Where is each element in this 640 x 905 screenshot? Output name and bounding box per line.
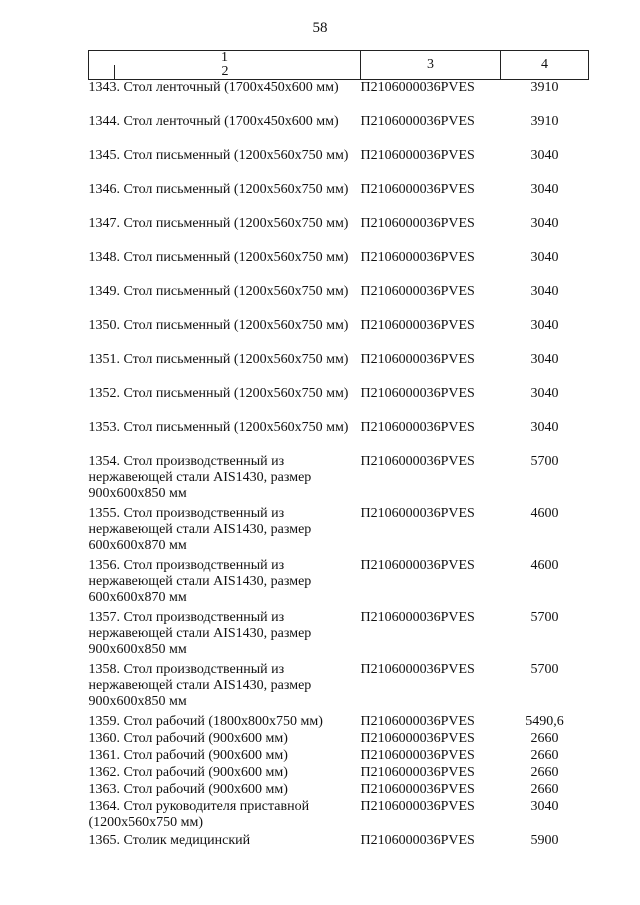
item-name: Стол рабочий (900x600 мм) [123,765,288,780]
item-number: 1349. [88,284,120,299]
table-row [89,318,589,352]
item-name-cell [89,216,361,250]
item-code: П2106000036PVES [360,352,475,367]
item-code: П2106000036PVES [360,833,475,848]
table-row [89,284,589,318]
table-row [89,782,589,799]
item-code: П2106000036PVES [360,114,475,129]
table-row [89,662,589,714]
item-number: 1360. [88,731,120,746]
item-code: П2106000036PVES [360,748,475,763]
table-row [89,748,589,765]
item-name: Стол производственный из нержавеющей стали AIS1430, размер 600x600x870 мм [88,506,312,553]
item-name: Стол письменный (1200x560x750 мм) [123,386,349,401]
item-number: 1358. [88,662,120,677]
item-number: 1346. [88,182,120,197]
item-name-cell [89,182,361,216]
item-name: Стол письменный (1200x560x750 мм) [123,148,349,163]
item-code: П2106000036PVES [360,610,475,625]
page-number: 58 [312,20,328,36]
item-number: 1359. [88,714,120,729]
item-quantity: 3040 [530,216,559,231]
item-code: П2106000036PVES [360,731,475,746]
item-name-cell [89,318,361,352]
table-row [89,80,589,115]
header-cell-1-2 [89,51,361,80]
item-name: Стол письменный (1200x560x750 мм) [123,352,349,367]
table-row [89,558,589,610]
item-number: 1362. [88,765,120,780]
item-name: Стол письменный (1200x560x750 мм) [123,318,349,333]
item-quantity: 3040 [530,420,559,435]
item-name: Столик медицинский [123,833,251,848]
item-name-cell [89,284,361,318]
item-name-cell [89,610,361,662]
item-number: 1365. [88,833,120,848]
item-name-cell [89,558,361,610]
table-row [89,765,589,782]
item-code: П2106000036PVES [360,714,475,729]
item-quantity: 5700 [530,454,559,469]
table-row [89,386,589,420]
table-row [89,506,589,558]
item-name-cell [89,250,361,284]
table-row [89,610,589,662]
item-number: 1350. [88,318,120,333]
item-name: Стол производственный из нержавеющей стали AIS1430, размер 900x600x850 мм [88,610,312,657]
header-col-2: 2 [114,65,335,79]
item-name: Стол ленточный (1700x450x600 мм) [123,114,339,129]
item-number: 1364. [88,799,120,814]
item-code: П2106000036PVES [360,506,475,521]
item-name-cell [89,506,361,558]
item-quantity: 2660 [530,765,559,780]
item-number: 1345. [88,148,120,163]
item-name-cell [89,782,361,799]
item-quantity: 3910 [530,80,559,95]
item-quantity: 5490,6 [525,714,564,729]
table-row [89,731,589,748]
item-code: П2106000036PVES [360,558,475,573]
table-row [89,352,589,386]
item-code: П2106000036PVES [360,250,475,265]
item-name-cell [89,114,361,148]
header-col-4: 4 [501,51,589,80]
item-code: П2106000036PVES [360,148,475,163]
item-number: 1347. [88,216,120,231]
table-row [89,420,589,454]
item-code: П2106000036PVES [360,216,475,231]
item-number: 1348. [88,250,120,265]
item-number: 1354. [88,454,120,469]
item-quantity: 3040 [530,182,559,197]
item-number: 1357. [88,610,120,625]
item-name-cell [89,420,361,454]
table-row [89,250,589,284]
item-name-cell [89,454,361,506]
item-name-cell [89,662,361,714]
item-quantity: 3040 [530,148,559,163]
items-table [88,50,589,867]
item-name-cell [89,386,361,420]
table-row [89,182,589,216]
item-name-cell [89,714,361,731]
item-quantity: 3040 [530,352,559,367]
table-header [89,51,589,80]
table-row [89,833,589,867]
item-number: 1351. [88,352,120,367]
item-quantity: 2660 [530,731,559,746]
item-quantity: 5700 [530,610,559,625]
item-name-cell [89,765,361,782]
item-name-cell [89,833,361,867]
table-row [89,148,589,182]
table-body [89,80,589,868]
item-name-cell [89,148,361,182]
item-name-cell [89,731,361,748]
item-name: Стол письменный (1200x560x750 мм) [123,420,349,435]
header-col-3: 3 [361,51,501,80]
item-code: П2106000036PVES [360,765,475,780]
item-number: 1344. [88,114,120,129]
item-quantity: 2660 [530,782,559,797]
item-name: Стол рабочий (1800x800x750 мм) [123,714,323,729]
item-name: Стол производственный из нержавеющей стали AIS1430, размер 900x600x850 мм [88,662,312,709]
item-number: 1353. [88,420,120,435]
item-quantity: 3040 [530,386,559,401]
item-number: 1361. [88,748,120,763]
item-name: Стол ленточный (1700x450x600 мм) [123,80,339,95]
item-code: П2106000036PVES [360,284,475,299]
item-number: 1356. [88,558,120,573]
item-name: Стол производственный из нержавеющей стали AIS1430, размер 600x600x870 мм [88,558,312,605]
item-quantity: 3040 [530,250,559,265]
item-name: Стол рабочий (900x600 мм) [123,782,288,797]
item-quantity: 4600 [530,558,559,573]
table-row [89,114,589,148]
item-quantity: 5700 [530,662,559,677]
item-number: 1352. [88,386,120,401]
table-row [89,216,589,250]
item-quantity: 3040 [530,284,559,299]
item-code: П2106000036PVES [360,454,475,469]
item-quantity: 3910 [530,114,559,129]
item-name: Стол рабочий (900x600 мм) [123,748,288,763]
item-quantity: 5900 [530,833,559,848]
table-row [89,454,589,506]
item-name-cell [89,80,361,115]
item-name: Стол рабочий (900x600 мм) [123,731,288,746]
item-code: П2106000036PVES [360,420,475,435]
item-number: 1343. [88,80,120,95]
item-code: П2106000036PVES [360,799,475,814]
item-name-cell [89,748,361,765]
item-name: Стол письменный (1200x560x750 мм) [123,250,349,265]
item-name: Стол руководителя приставной (1200x560x750 мм) [88,799,310,830]
header-col-1: 1 [221,50,228,65]
item-code: П2106000036PVES [360,386,475,401]
item-code: П2106000036PVES [360,318,475,333]
table-row [89,799,589,833]
item-quantity: 2660 [530,748,559,763]
table-row [89,714,589,731]
item-quantity: 4600 [530,506,559,521]
item-number: 1355. [88,506,120,521]
item-quantity: 3040 [530,799,559,814]
item-code: П2106000036PVES [360,80,475,95]
item-code: П2106000036PVES [360,662,475,677]
item-quantity: 3040 [530,318,559,333]
item-name: Стол производственный из нержавеющей стали AIS1430, размер 900x600x850 мм [88,454,312,501]
item-name-cell [89,799,361,833]
item-name: Стол письменный (1200x560x750 мм) [123,284,349,299]
item-code: П2106000036PVES [360,782,475,797]
item-code: П2106000036PVES [360,182,475,197]
item-name: Стол письменный (1200x560x750 мм) [123,182,349,197]
item-name-cell [89,352,361,386]
item-number: 1363. [88,782,120,797]
item-name: Стол письменный (1200x560x750 мм) [123,216,349,231]
